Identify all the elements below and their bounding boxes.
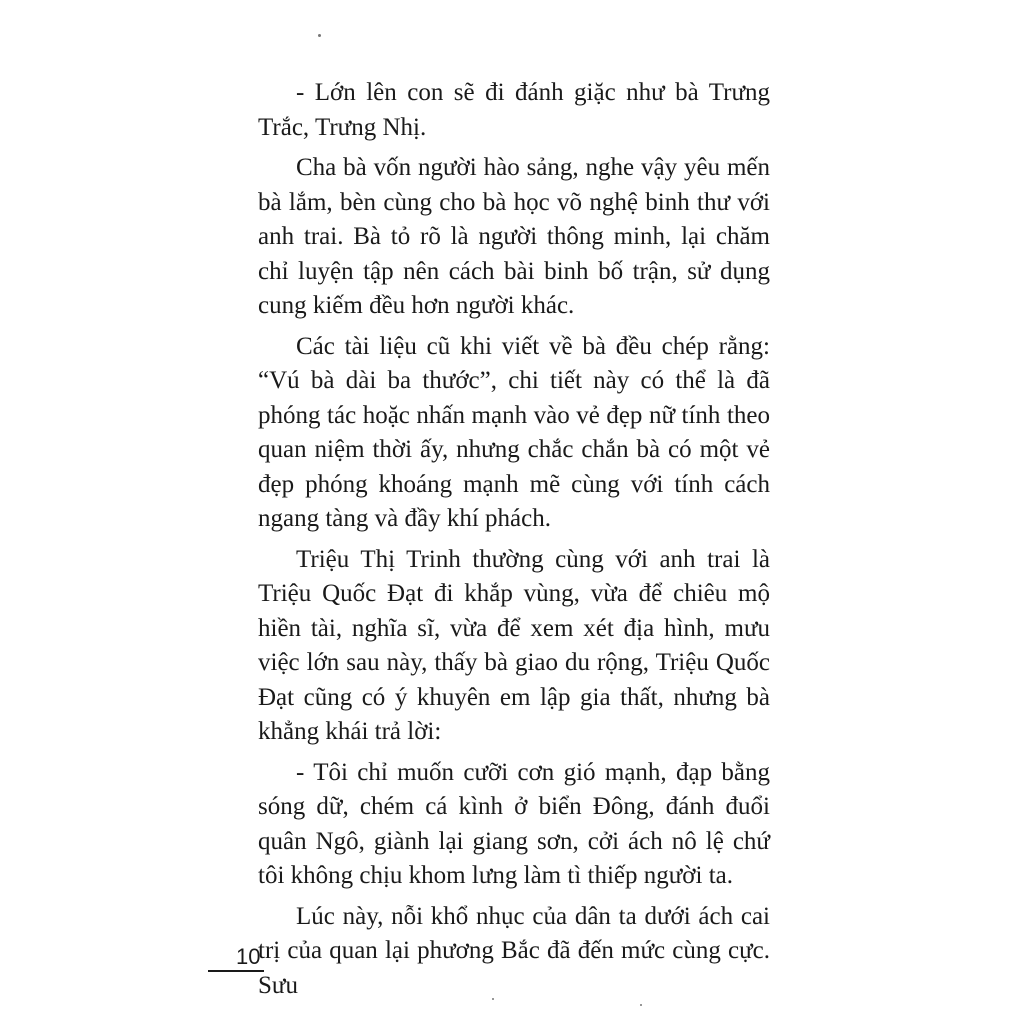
body-text bbox=[258, 76, 770, 1009]
paragraph-2: Các tài liệu cũ khi viết về bà đều chép rằng: “Vú bà dài ba thước”, chi tiết này có thể là đã phóng tác hoặc nhấn mạnh vào vẻ đẹp nữ tính theo quan niệm thời ấy, nhưng chắc chắn bà có một vẻ đẹp phóng khoáng mạnh mẽ cùng với tính cách ngang tàng và đầy khí phách. bbox=[258, 332, 770, 532]
ink-speck bbox=[318, 34, 321, 37]
paragraph-3: Triệu Thị Trinh thường cùng với anh trai là Triệu Quốc Đạt đi khắp vùng, vừa để chiêu mộ hiền tài, nghĩa sĩ, vừa để xem xét địa hình, mưu việc lớn sau này, thấy bà giao du rộng, Triệu Quốc Đạt cũng có ý khuyên em lập gia thất, nhưng bà khẳng khái trả lời: bbox=[258, 545, 770, 745]
page-number: 10 bbox=[236, 944, 261, 969]
paragraph-4: Lúc này, nỗi khổ nhục của dân ta dưới ách cai trị của quan lại phương Bắc đã đến mức cùng cực. Sưu bbox=[258, 902, 770, 999]
paragraph-dialogue-2: - Tôi chỉ muốn cưỡi cơn gió mạnh, đạp bằng sóng dữ, chém cá kình ở biển Đông, đánh đuổi quân Ngô, giành lại giang sơn, cởi ách nô lệ chứ tôi không chịu khom lưng làm tì thiếp người ta. bbox=[258, 758, 770, 889]
paragraph-dialogue-1: - Lớn lên con sẽ đi đánh giặc như bà Trưng Trắc, Trưng Nhị. bbox=[258, 79, 770, 141]
paragraph-1: Cha bà vốn người hào sảng, nghe vậy yêu mến bà lắm, bèn cùng cho bà học võ nghệ binh thư với anh trai. Bà tỏ rõ là người thông minh, lại chăm chỉ luyện tập nên cách bài binh bố trận, sử dụng cung kiếm đều hơn người khác. bbox=[258, 154, 770, 319]
footer-rule bbox=[208, 970, 264, 972]
